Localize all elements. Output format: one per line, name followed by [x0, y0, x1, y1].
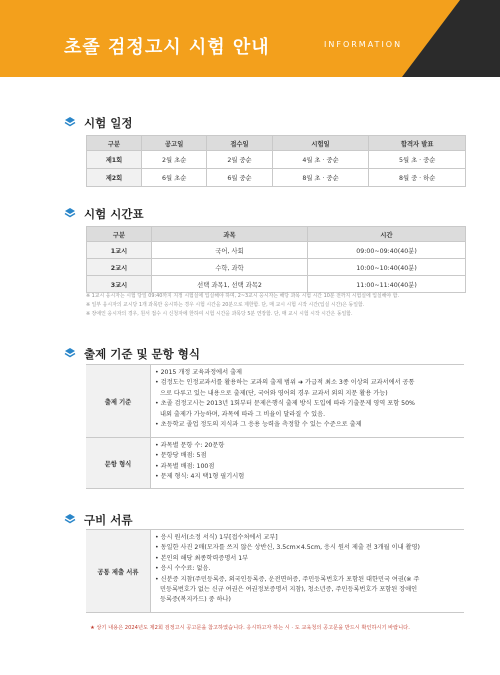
timetable-col-header: 과목	[152, 227, 308, 242]
schedule-cell: 제1회	[87, 151, 142, 169]
timetable-cell: 2교시	[87, 259, 152, 276]
table-row	[87, 169, 466, 187]
list-item: • 초등학교 졸업 정도의 지식과 그 응용 능력을 측정할 수 있는 수준으로 출제	[155, 421, 362, 429]
list-item: 으로 다루고 있는 내용으로 출제(단, 국어와 영어의 경우 교과서 외의 지문 활용 가능)	[160, 389, 388, 397]
table-row	[87, 151, 466, 169]
header-dark-slant	[402, 0, 460, 77]
timetable-cell: 09:00~09:40(40분)	[308, 242, 466, 259]
timetable-cell: 1교시	[87, 242, 152, 259]
criteria-table	[86, 364, 464, 489]
timetable-col-header: 구분	[87, 227, 152, 242]
schedule-table	[86, 135, 466, 187]
stack-icon	[64, 347, 76, 359]
footnote: ★ 상기 내용은 2024년도 제2회 검정고시 공고문을 참고하였습니다. 응시하고자 하는 시 · 도 교육청의 공고문을 반드시 확인하시기 바랍니다.	[90, 625, 410, 631]
schedule-cell: 4월 초 · 중순	[272, 151, 369, 169]
stack-icon	[64, 513, 76, 525]
schedule-cell: 제2회	[87, 169, 142, 187]
criteria-content	[151, 365, 464, 437]
list-item: • 본인의 해당 최종학력증명서 1부	[155, 554, 249, 562]
section-title-documents: 구비 서류	[84, 513, 133, 527]
list-item: • 응시 수수료: 없음.	[155, 565, 211, 573]
schedule-cell: 5월 초 · 중순	[369, 151, 466, 169]
page-subtitle: INFORMATION	[324, 40, 403, 49]
section-title-timetable: 시험 시간표	[84, 207, 144, 221]
schedule-cell: 2월 초순	[142, 151, 207, 169]
header-dark-corner	[460, 0, 500, 77]
documents-content	[151, 530, 464, 612]
schedule-col-header: 구분	[87, 136, 142, 151]
list-item: • 검정도는 인정교과서를 활용하는 교과의 출제 범위 ➜ 가급적 최소 3종 이상의 교과서에서 공통	[155, 379, 415, 387]
timetable-note: ※ 장애인 응시자의 경우, 원서 접수 시 신청자에 한하여 시험 시간을 과목당 5분 연장함. 단, 매 교시 시험 시작 시간은 동일함.	[86, 311, 353, 317]
timetable-cell: 국어, 사회	[152, 242, 308, 259]
list-item: • 초졸 검정고시는 2013년 1회부터 문제은행식 출제 방식 도입에 따라 기출문제 영역 포함 50%	[155, 400, 415, 408]
schedule-col-header: 시험일	[272, 136, 369, 151]
stack-icon	[64, 207, 76, 219]
list-item: • 과목별 문항 수: 20문항	[155, 442, 225, 449]
stack-icon	[64, 116, 76, 128]
page-title: 초졸 검정고시 시험 안내	[64, 37, 270, 58]
timetable-note: ※ 일부 응시자의 교시당 1개 과목만 응시하는 경우 시험 시간을 20분으로 제한함. 단, 매 교시 시험 시작 시간(입실 시간)은 동일함.	[86, 302, 365, 308]
documents-label: 공통 제출 서류	[86, 530, 151, 612]
list-item: 등록증(복지카드) 중 하나)	[160, 596, 231, 604]
list-item: • 신분증 지참(주민등록증, 외국인등록증, 운전면허증, 주민등록번호가 포함된 대한민국 여권(※ 주	[155, 575, 420, 583]
criteria-content	[151, 438, 464, 488]
list-item: • 과목별 배점: 100점	[155, 462, 215, 470]
timetable-cell: 선택 과목1, 선택 과목2	[152, 276, 308, 293]
criteria-label: 출제 기준	[86, 365, 151, 437]
documents-table	[86, 529, 464, 613]
schedule-col-header: 공고일	[142, 136, 207, 151]
table-row	[87, 276, 466, 293]
table-row	[87, 259, 466, 276]
list-item: • 응시 원서(소정 서식) 1부[접수처에서 교부]	[155, 534, 278, 541]
list-item: • 문항당 배점: 5점	[155, 452, 207, 460]
table-row	[86, 365, 464, 438]
timetable-cell: 10:00~10:40(40분)	[308, 259, 466, 276]
timetable-col-header: 시간	[308, 227, 466, 242]
list-item: 내외 출제가 가능하며, 과목에 따라 그 비율이 달라질 수 있음.	[160, 410, 326, 418]
list-item: • 문제 형식: 4지 택1형 필기시험	[155, 473, 245, 481]
section-title-criteria: 출제 기준 및 문항 형식	[84, 347, 200, 361]
schedule-col-header: 접수일	[207, 136, 272, 151]
schedule-cell: 6월 초순	[142, 169, 207, 187]
schedule-col-header: 합격자 발표	[369, 136, 466, 151]
table-row	[87, 242, 466, 259]
table-row	[86, 530, 464, 612]
schedule-cell: 2월 중순	[207, 151, 272, 169]
list-item: • 2015 개정 교육과정에서 출제	[155, 369, 243, 376]
schedule-cell: 8월 초 · 중순	[272, 169, 369, 187]
criteria-label: 문항 형식	[86, 438, 151, 488]
timetable-cell: 11:00~11:40(40분)	[308, 276, 466, 293]
schedule-cell: 6월 중순	[207, 169, 272, 187]
timetable-note: ※ 1교시 응시자는 시험 당일 09:40까지 지정 시험실에 입실해야 하며, 2~3교시 응시자는 해당 과목 시험 시간 10분 전까지 시험실에 입실해야 함.	[86, 293, 399, 299]
timetable-table	[86, 226, 466, 293]
list-item: • 동일한 사진 2매(모자를 쓰지 않은 상반신, 3.5cm×4.5cm, 응시 원서 제출 전 3개월 이내 촬영)	[155, 544, 420, 552]
timetable-cell: 3교시	[87, 276, 152, 293]
schedule-cell: 8월 중 · 하순	[369, 169, 466, 187]
section-title-schedule: 시험 일정	[84, 116, 133, 130]
list-item: 민등록번호가 없는 신규 여권은 여권정보증명서 지참), 청소년증, 주민등록번호가 포함된 장애인	[160, 586, 418, 594]
table-row	[86, 438, 464, 488]
timetable-cell: 수학, 과학	[152, 259, 308, 276]
